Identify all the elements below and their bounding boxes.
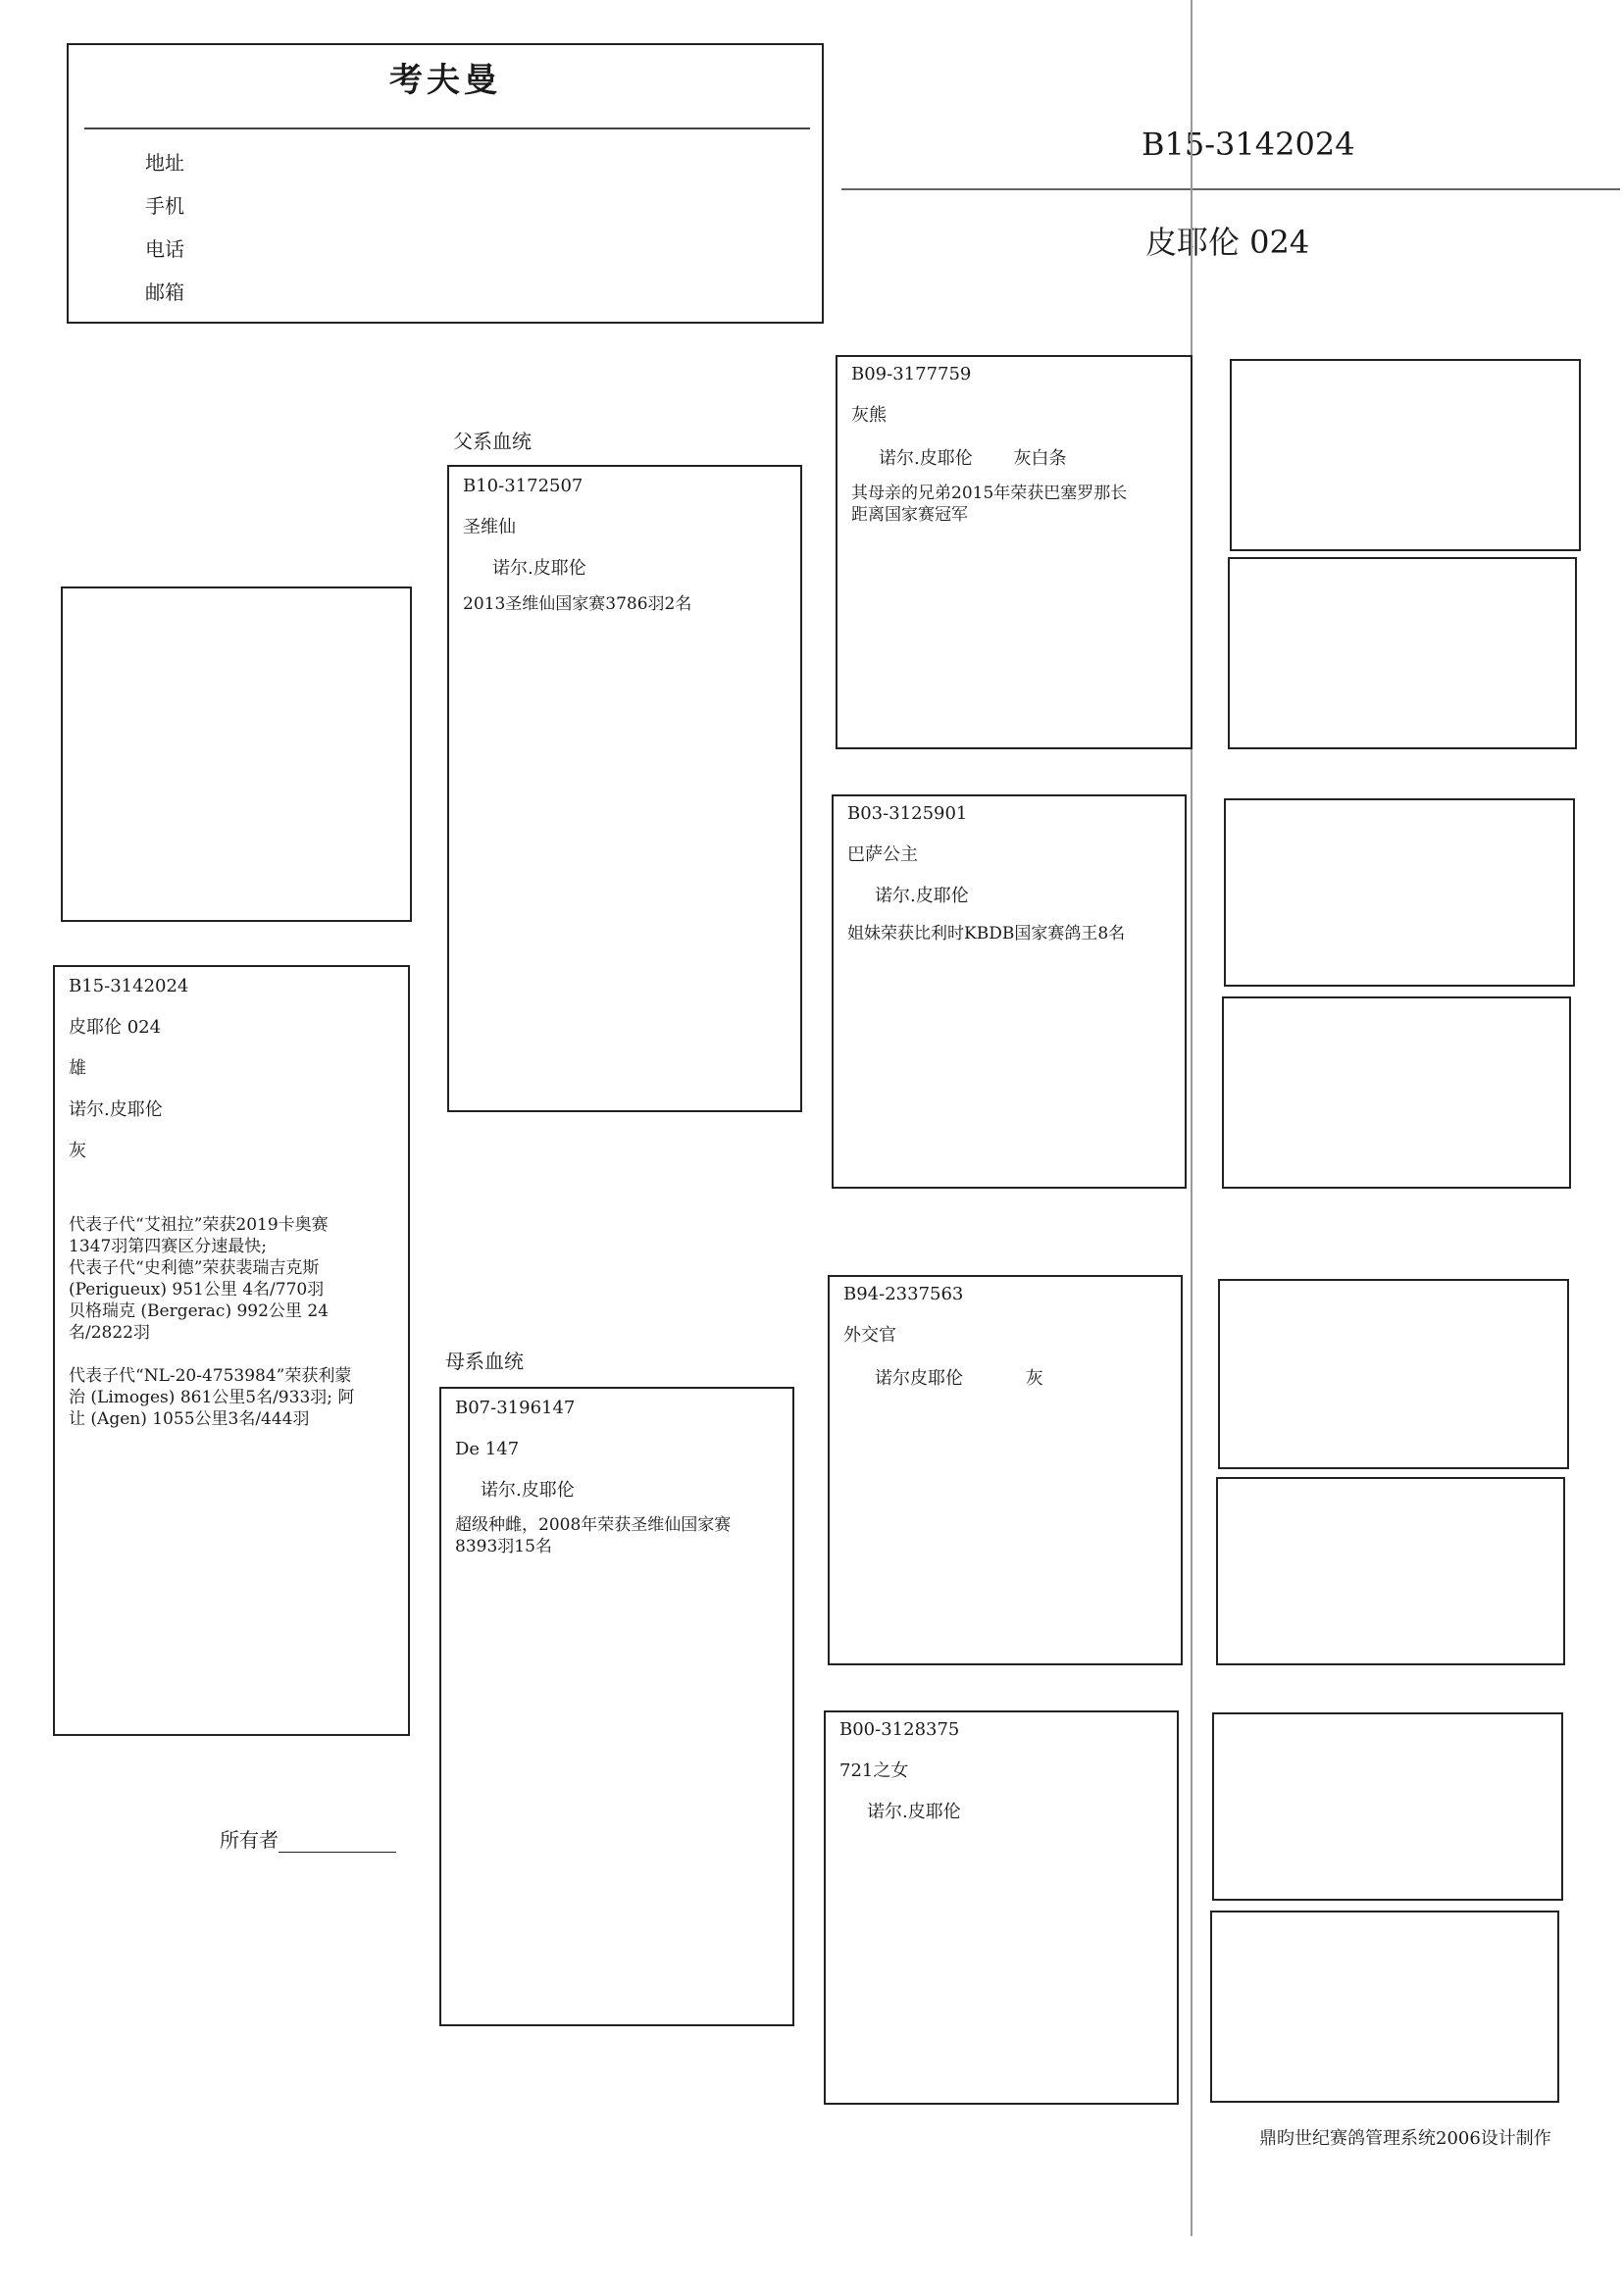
gp3-breeder-line: [875, 1367, 1167, 1391]
sire-ring: B10-3172507: [463, 476, 584, 496]
great-grandparent-box-6: [1216, 1477, 1565, 1665]
subject-color: 灰: [69, 1141, 86, 1161]
grandparent-box-4: [824, 1710, 1179, 2105]
gp2-breeder: 诺尔.皮耶伦: [875, 886, 969, 906]
sire-section-label: 父系血统: [453, 430, 532, 453]
dam-breeder: 诺尔.皮耶伦: [481, 1480, 575, 1501]
header-divider: [84, 127, 810, 129]
great-grandparent-box-5: [1218, 1279, 1569, 1469]
subject-box: [53, 965, 410, 1736]
phone-label: 电话: [145, 237, 184, 261]
gp4-name: 721之女: [839, 1760, 909, 1781]
subject-note-line: 1347羽第四赛区分速最快;: [69, 1237, 267, 1256]
gp3-name: 外交官: [843, 1325, 896, 1346]
gp1-breeder: 诺尔.皮耶伦: [879, 448, 973, 469]
dam-name: De 147: [455, 1439, 520, 1459]
pigeon-name: 皮耶伦 024: [1145, 224, 1310, 261]
gp1-ring: B09-3177759: [851, 364, 972, 384]
grandparent-box-1: [836, 355, 1193, 749]
gp4-breeder: 诺尔.皮耶伦: [867, 1802, 961, 1822]
grandparent-box-2: [832, 794, 1187, 1189]
photo-box: [61, 586, 412, 922]
gp1-notes: [851, 483, 1177, 526]
gp2-name: 巴萨公主: [847, 844, 918, 865]
owner-name-title: 考夫曼: [389, 61, 501, 100]
subject-note-line: 名/2822羽: [69, 1323, 150, 1343]
mobile-label: 手机: [145, 194, 184, 218]
gp1-breeder-line: [879, 447, 1177, 471]
subject-note-line: 代表子代“艾祖拉”荣获2019卡奥赛: [69, 1215, 329, 1235]
dam-ring: B07-3196147: [455, 1398, 576, 1418]
great-grandparent-box-1: [1230, 359, 1581, 551]
owner-signature-line: [279, 1834, 396, 1853]
great-grandparent-box-2: [1228, 557, 1577, 749]
subject-breeder: 诺尔.皮耶伦: [69, 1099, 163, 1120]
footer-credit: 鼎昀世纪赛鸽管理系统2006设计制作: [1259, 2128, 1551, 2149]
great-grandparent-box-8: [1210, 1911, 1559, 2103]
gp4-ring: B00-3128375: [839, 1719, 960, 1740]
sire-breeder: 诺尔.皮耶伦: [492, 558, 586, 579]
gp2-note: 姐妹荣获比利时KBDB国家赛鸽王8名: [847, 924, 1126, 943]
gp2-ring: B03-3125901: [847, 803, 968, 824]
gp3-ring: B94-2337563: [843, 1284, 964, 1304]
subject-note-line: 让 (Agen) 1055公里3名/444羽: [69, 1409, 310, 1429]
great-grandparent-box-4: [1222, 996, 1571, 1189]
dam-section-label: 母系血统: [445, 1350, 524, 1373]
dam-note-line: 8393羽15名: [455, 1537, 552, 1556]
title-divider: [841, 188, 1620, 190]
grandparent-box-3: [828, 1275, 1183, 1665]
subject-notes: [69, 1214, 394, 1430]
subject-note-line: 代表子代“NL-20-4753984”荣获利蒙: [69, 1366, 352, 1386]
dam-notes: [455, 1514, 779, 1557]
gp3-breeder: 诺尔皮耶伦: [875, 1368, 963, 1389]
header-box: [67, 43, 824, 324]
great-grandparent-box-7: [1212, 1712, 1563, 1901]
subject-note-line: (Perigueux) 951公里 4名/770羽: [69, 1280, 325, 1300]
dam-box: [439, 1387, 794, 2026]
gp1-note-line: 距离国家赛冠军: [851, 505, 968, 525]
sire-box: [447, 465, 802, 1112]
subject-note-line: 贝格瑞克 (Bergerac) 992公里 24: [69, 1301, 329, 1321]
gp1-note-line: 其母亲的兄弟2015年荣获巴塞罗那长: [851, 484, 1128, 503]
dam-note-line: 超级种雌，2008年荣获圣维仙国家赛: [455, 1515, 732, 1535]
sire-name: 圣维仙: [463, 517, 516, 537]
email-label: 邮箱: [145, 280, 184, 304]
ring-number: B15-3142024: [1142, 126, 1355, 163]
subject-note-spacer: [69, 1344, 394, 1365]
gp1-name: 灰熊: [851, 405, 887, 426]
subject-note-line: 代表子代“史利德”荣获裴瑞吉克斯: [69, 1258, 320, 1278]
fold-line: [1191, 0, 1193, 2236]
subject-name: 皮耶伦 024: [69, 1017, 162, 1038]
gp1-color: 灰白条: [1013, 448, 1067, 469]
gp3-color: 灰: [1025, 1368, 1043, 1389]
subject-ring: B15-3142024: [69, 976, 189, 996]
owner-label: 所有者: [220, 1828, 279, 1852]
sire-note: 2013圣维仙国家赛3786羽2名: [463, 594, 692, 614]
subject-note-line: 治 (Limoges) 861公里5名/933羽; 阿: [69, 1388, 355, 1407]
owner-field: [220, 1824, 396, 1853]
great-grandparent-box-3: [1224, 798, 1575, 987]
address-label: 地址: [145, 151, 184, 175]
subject-sex: 雄: [69, 1058, 86, 1079]
